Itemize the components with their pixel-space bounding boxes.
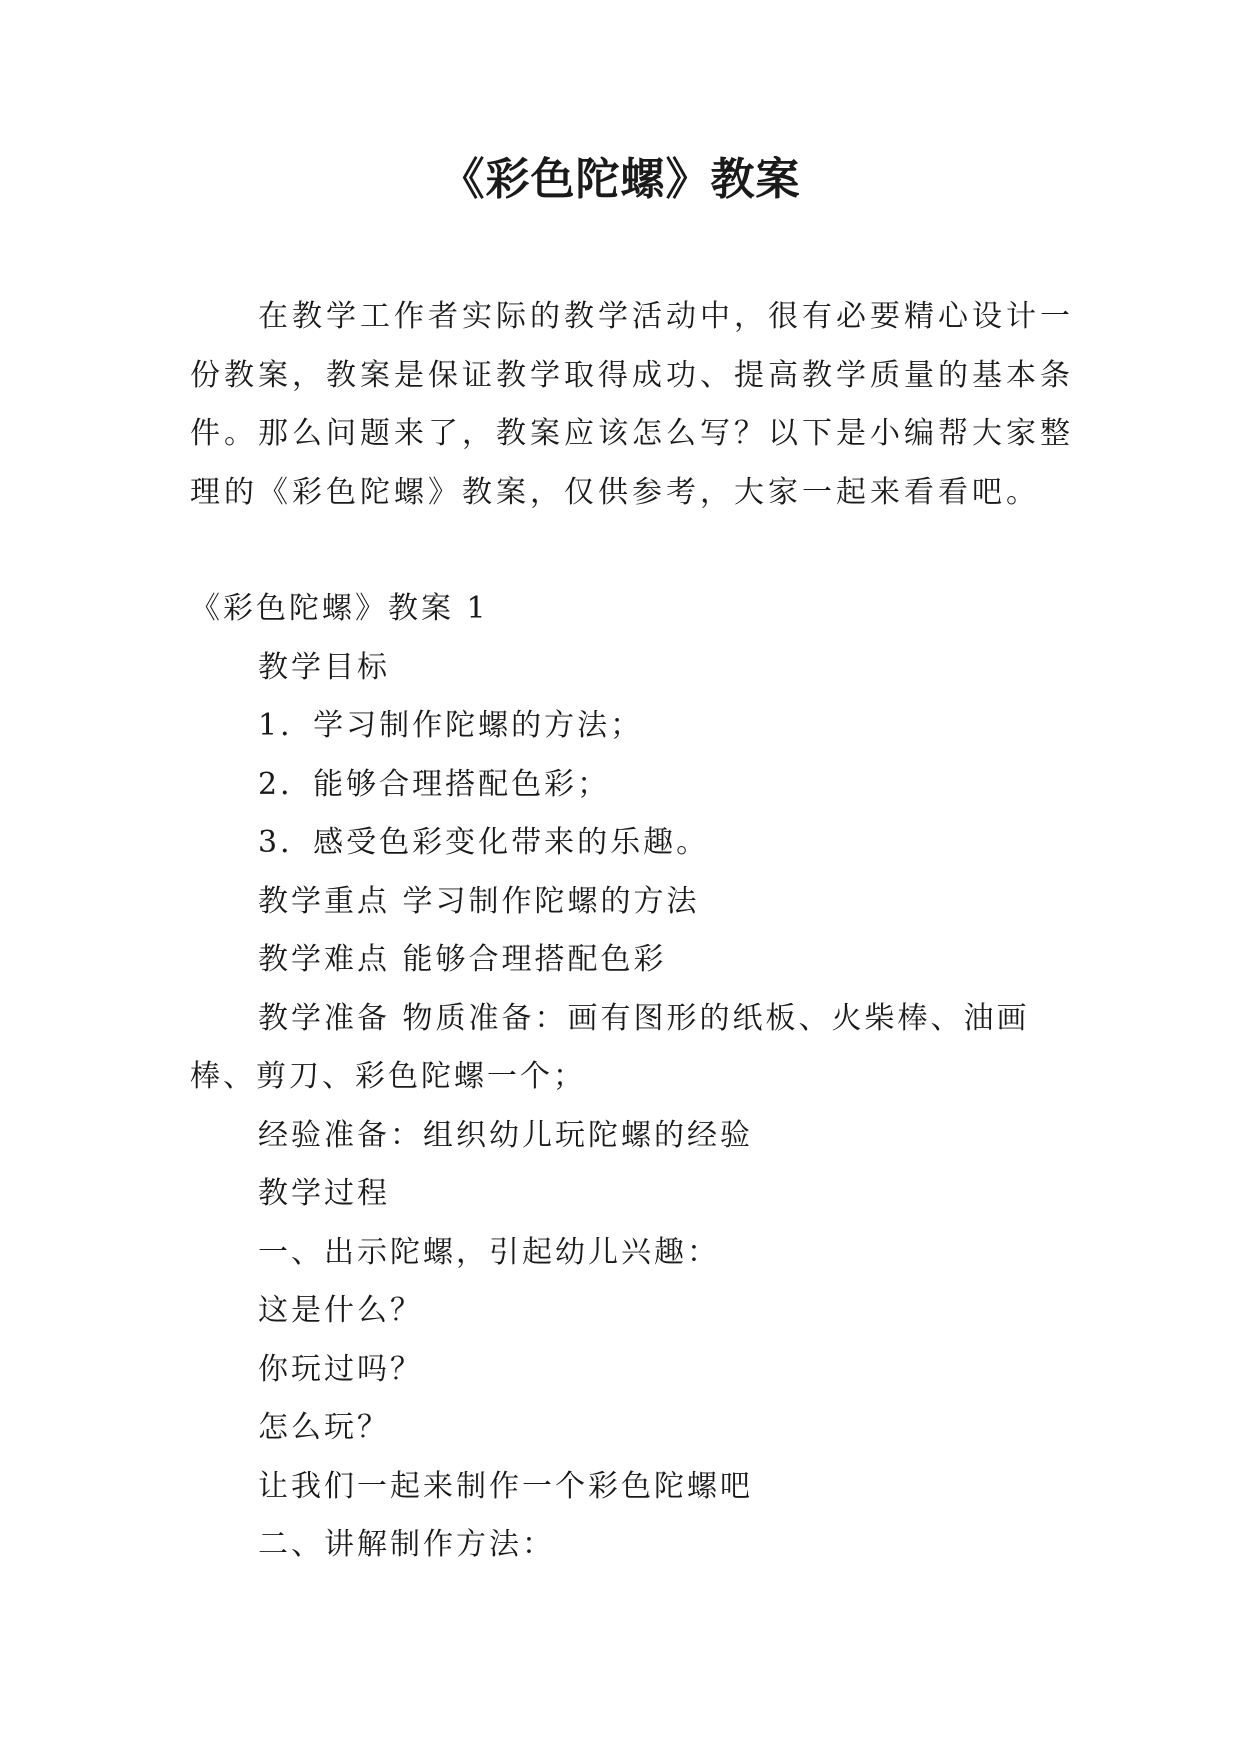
heading-teaching-process: 教学过程 bbox=[258, 1176, 390, 1211]
lesson-body bbox=[190, 580, 1050, 1575]
process-step-heading: 一、出示陀螺，引起幼儿兴趣： bbox=[258, 1234, 720, 1270]
teaching-preparation: 教学准备 物质准备：画有图形的纸板、火柴棒、油画 bbox=[258, 1000, 1030, 1036]
goal-item: 2．能够合理搭配色彩； bbox=[258, 766, 611, 802]
process-question: 这是什么？ bbox=[258, 1293, 423, 1328]
intro-paragraph bbox=[190, 288, 1074, 522]
section-heading: 《彩色陀螺》教案 1 bbox=[190, 591, 489, 626]
intro-line: 件。那么问题来了，教案应该怎么写？以下是小编帮大家整 bbox=[190, 416, 1074, 451]
document-title: 《彩色陀螺》教案 bbox=[440, 154, 801, 205]
teaching-difficulty: 教学难点 能够合理搭配色彩 bbox=[258, 942, 667, 977]
goal-item: 3．感受色彩变化带来的乐趣。 bbox=[258, 825, 710, 860]
heading-teaching-goals: 教学目标 bbox=[258, 649, 390, 685]
teaching-preparation-continued: 棒、剪刀、彩色陀螺一个； bbox=[190, 1059, 586, 1094]
goal-item: 1．学习制作陀螺的方法； bbox=[258, 708, 644, 743]
process-statement: 让我们一起来制作一个彩色陀螺吧 bbox=[258, 1468, 753, 1504]
intro-line: 理的《彩色陀螺》教案，仅供参考，大家一起来看看吧。 bbox=[190, 474, 1040, 510]
experience-preparation: 经验准备：组织幼儿玩陀螺的经验 bbox=[258, 1117, 753, 1153]
process-question: 怎么玩？ bbox=[258, 1410, 390, 1445]
process-question: 你玩过吗？ bbox=[258, 1351, 423, 1387]
intro-line: 在教学工作者实际的教学活动中，很有必要精心设计一 bbox=[258, 299, 1074, 334]
process-step-heading: 二、讲解制作方法： bbox=[258, 1527, 555, 1562]
teaching-focus: 教学重点 学习制作陀螺的方法 bbox=[258, 883, 700, 919]
intro-line: 份教案，教案是保证教学取得成功、提高教学质量的基本条 bbox=[190, 357, 1074, 393]
